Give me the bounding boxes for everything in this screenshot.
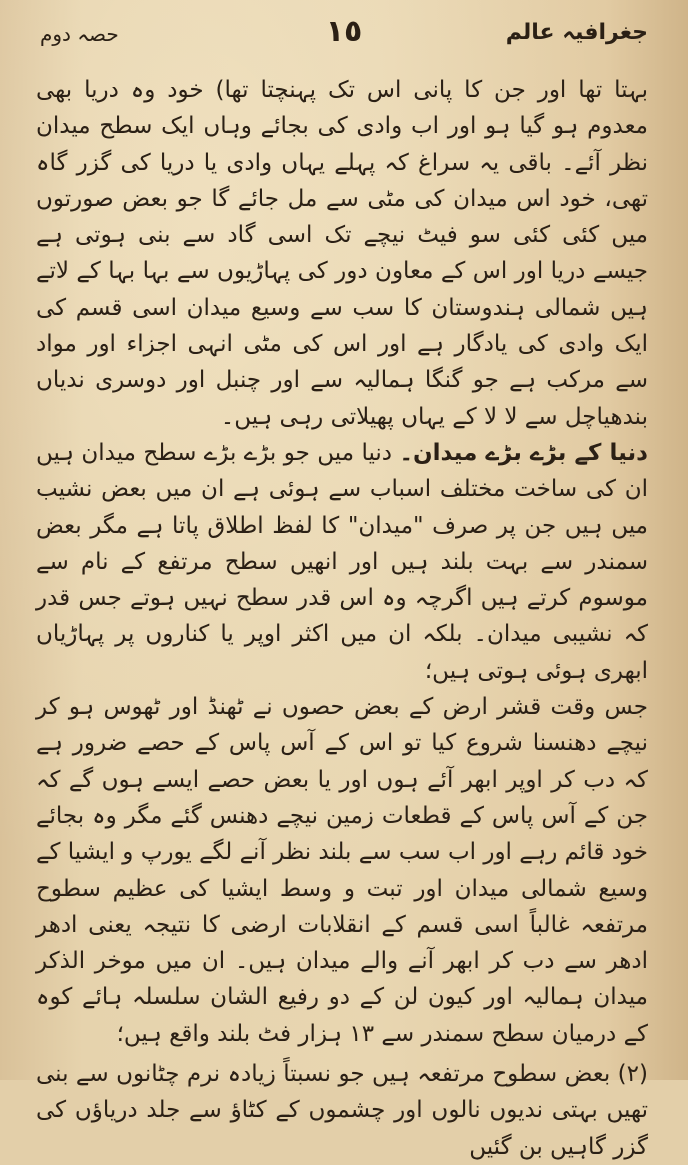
paragraph-2-text: دنیا میں جو بڑے بڑے سطح میدان ہیں ان کی ساخت مختلف اسباب سے ہوئی ہے ان میں بعض نشیب میں ہیں جن پر صرف "میدان" کا لفظ اطلاق پاتا ہے مگر بعض سمندر سے بہت بلند ہیں اور انھیں سطح مرتفع کے نام سے موسوم کرتے ہیں اگرچہ وہ اس قدر سطح نہیں ہوتے جس قدر کہ نشیبی میدان۔ بلکہ ان میں اکثر اوپر یا کناروں پر پہاڑیاں ابھری ہوئی ہوتی ہیں؛ bbox=[36, 439, 648, 684]
running-title: جغرافیہ عالم bbox=[505, 20, 648, 45]
body-text bbox=[36, 72, 648, 1165]
page-header bbox=[40, 14, 648, 64]
paragraph-2 bbox=[36, 435, 648, 689]
paragraph-4: (٢) بعض سطوح مرتفعہ ہیں جو نسبتاً زیادہ نرم چٹانوں سے بنی تھیں بہتی ندیوں نالوں اور چشموں کے کٹاؤ سے جلد دریاؤں کی گزر گاہیں بن گئیں bbox=[36, 1061, 648, 1160]
paragraph-1: بہتا تھا اور جن کا پانی اس تک پہنچتا تھا) خود وہ دریا بھی معدوم ہو گیا ہو اور اب وادی کی بجائے وہاں ایک سطح میدان نظر آئے۔ باقی یہ سراغ کہ پہلے یہاں وادی یا دریا کی گزر گاہ تھی، خود اس میدان کی مٹی سے مل جائے گا جو بعض صورتوں میں کئی کئی سو فیٹ نیچے تک اسی گاد سے بنی ہوتی ہے جیسے دریا اور اس کے معاون دور کی پہاڑیوں سے بہا بہا کے لاتے ہیں شمالی ہندوستان کا سب سے وسیع میدان اسی قسم کی ایک وادی کی یادگار ہے اور اس کی مٹی انہی اجزاء اور مواد سے مرکب ہے جو گنگا ہمالیہ سے اور چنبل اور دوسری ندیاں بندھیاچل سے لا لا کے یہاں پھیلاتی رہی ہیں۔ bbox=[36, 77, 648, 430]
page-number: ١٥ bbox=[325, 14, 363, 49]
section-heading: دنیا کے بڑے بڑے میدان۔ bbox=[399, 439, 648, 466]
paragraph-3: جس وقت قشر ارض کے بعض حصوں نے ٹھنڈ اور ٹھوس ہو کر نیچے دھنسنا شروع کیا تو اس کے آس پاس کے حصے ضرور ہے کہ دب کر اوپر ابھر آئے ہوں اور یا بعض حصے ایسے ہوں گے کہ جن کے آس پاس کے قطعات زمین نیچے دھنس گئے مگر وہ بجائے خود قائم رہے اور اب سب سے بلند نظر آنے لگے یورپ و ایشیا کے وسیع شمالی میدان اور تبت و وسط ایشیا کی عظیم سطوح مرتفعہ غالباً اسی قسم کے انقلابات ارضی کا نتیجہ یعنی ادھر ادھر سے دب کر ابھر آنے والے میدان ہیں۔ ان میں موخر الذکر میدان ہمالیہ اور کیون لن کے دو رفیع الشان سلسلہ ہائے کوہ کے درمیان سطح سمندر سے ١٣ ہزار فٹ بلند واقع ہیں؛ bbox=[36, 694, 648, 1047]
part-label: حصہ دوم bbox=[40, 22, 119, 46]
